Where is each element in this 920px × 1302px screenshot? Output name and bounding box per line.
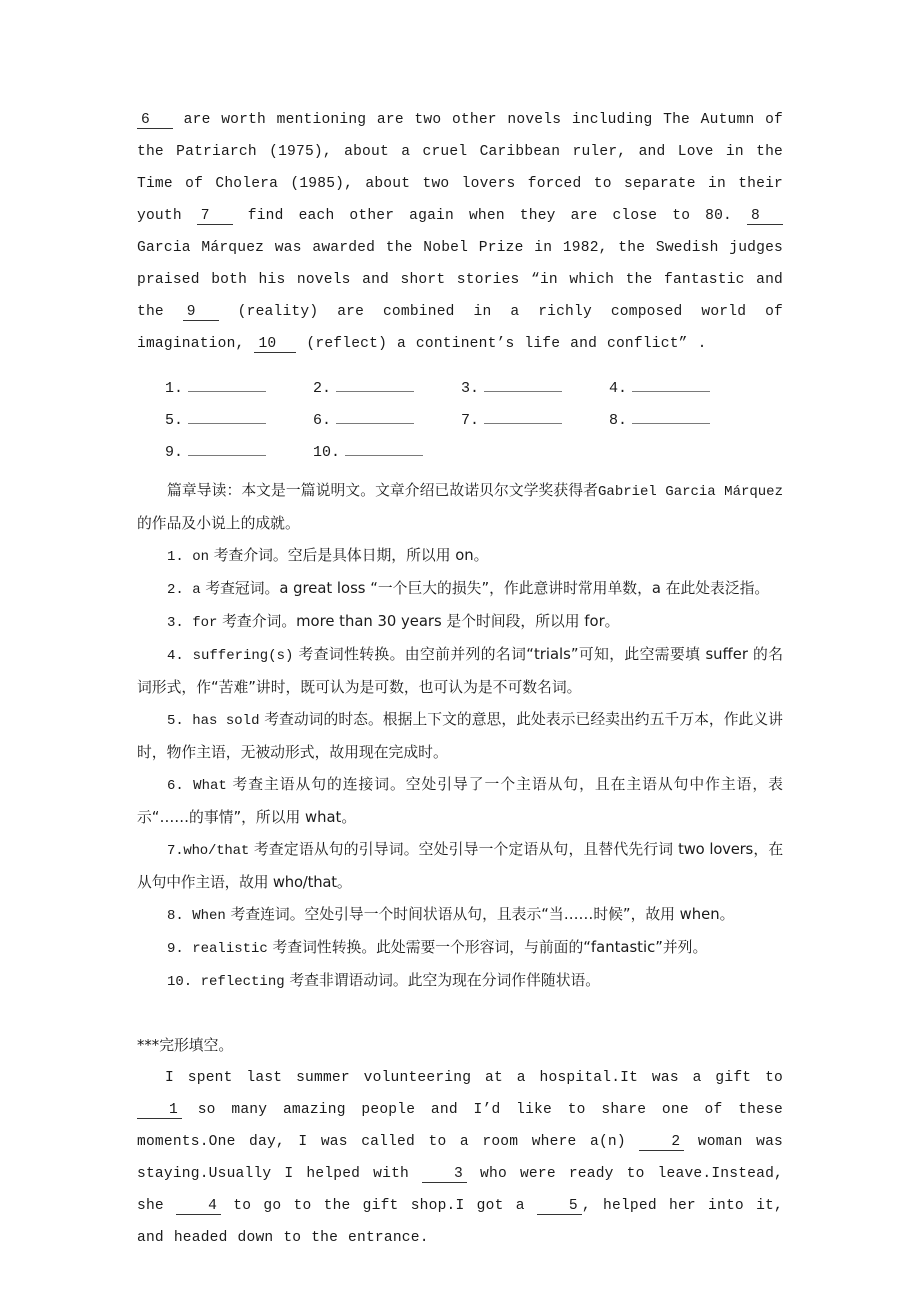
explanation-number: 1.	[167, 549, 184, 565]
answer-blank-line[interactable]	[484, 412, 562, 424]
reading-guide-label: 篇章导读：	[167, 482, 242, 499]
page-content	[137, 104, 783, 1254]
answer-blank-cell[interactable]	[313, 437, 461, 469]
explanation-answer: on	[183, 549, 210, 565]
author-name: Gabriel Garcia Márquez	[598, 484, 783, 500]
answer-blank-line[interactable]	[188, 412, 266, 424]
answer-blank-cell[interactable]	[313, 405, 461, 437]
explanation-number: 8.	[167, 908, 184, 924]
answer-blank-cell[interactable]	[165, 373, 313, 405]
explanation-answer: realistic	[183, 941, 268, 957]
passage-blank[interactable]: 7	[197, 209, 233, 225]
answer-blank-number: 9.	[165, 444, 184, 461]
cloze-passage-paragraph: I spent last summer volunteering at a hospital.It was a gift to 1 so many amazing people and I’d like to share one of these moments.One day, I was called to a room where a(n) 2 woman was staying.Usually I helped with 3 who were ready to leave.Instead, she 4 to go to the gift shop.I got a 5 , helped her into it, and headed down to the entrance.	[137, 1070, 784, 1246]
answer-blank-row	[137, 437, 783, 469]
answer-blank-line[interactable]	[632, 380, 710, 392]
explanation-text: 考查介词。空后是具体日期，所以用 on。	[209, 547, 489, 564]
explanation-number: 6.	[167, 778, 184, 794]
passage-blank[interactable]: 8	[747, 209, 783, 225]
cloze-blank[interactable]: 4	[176, 1199, 221, 1215]
explanation-text: 考查词性转换。由空前并列的名词“trials”可知，此空需要填 suffer 的名词形式，作“苦难”讲时，既可认为是可数，也可认为是不可数名词。	[137, 646, 783, 696]
explanation-item	[137, 573, 783, 606]
answer-blank-cell[interactable]	[165, 405, 313, 437]
explanation-answer: for	[183, 615, 218, 631]
explanation-block	[137, 475, 783, 998]
explanation-item	[137, 899, 783, 932]
answer-blank-number: 4.	[609, 380, 628, 397]
answer-blank-line[interactable]	[484, 380, 562, 392]
answer-blank-number: 3.	[461, 380, 480, 397]
explanation-answer: suffering(s)	[183, 648, 294, 664]
section-spacer	[137, 998, 783, 1030]
answer-blank-number: 1.	[165, 380, 184, 397]
answer-blank-line[interactable]	[632, 412, 710, 424]
answer-blank-number: 7.	[461, 412, 480, 429]
passage-continuation-paragraph: 6 are worth mentioning are two other novels including The Autumn of the Patriarch (1975), about a cruel Caribbean ruler, and Love in the Time of Cholera (1985), about two lovers forced to separate in their youth 7 find each other again when they are close to 80. 8 Garcia Márquez was awarded the Nobel Prize in 1982, the Swedish judges praised both his novels and short stories “in which the fantastic and the 9 (reality) are combined in a richly composed world of imagination, 10 (reflect) a continent’s life and conflict” .	[137, 112, 783, 352]
explanation-item	[137, 540, 783, 573]
explanation-list	[137, 540, 783, 998]
explanation-item	[137, 769, 783, 834]
answer-blank-number: 10.	[313, 444, 341, 461]
answer-blank-line[interactable]	[336, 412, 414, 424]
cloze-blank[interactable]: 5	[537, 1199, 582, 1215]
explanation-item	[137, 965, 783, 998]
explanation-item	[137, 834, 783, 899]
explanation-text: 考查连词。空处引导一个时间状语从句，且表示“当……时候”，故用 when。	[225, 906, 735, 923]
cloze-blank[interactable]: 1	[137, 1103, 182, 1119]
answer-blank-cell[interactable]	[165, 437, 313, 469]
answer-blank-cell[interactable]	[609, 405, 757, 437]
answer-blank-number: 5.	[165, 412, 184, 429]
explanation-text: 考查定语从句的引导词。空处引导一个定语从句，且替代先行词 two lovers，在从句中作主语，故用 who/that。	[137, 841, 783, 891]
answer-blank-cell[interactable]	[609, 373, 757, 405]
answer-blank-grid	[137, 373, 783, 469]
answer-blank-line[interactable]	[188, 380, 266, 392]
explanation-answer: What	[183, 778, 227, 794]
explanation-answer: a	[183, 582, 201, 598]
explanation-answer: who/that	[183, 843, 250, 859]
explanation-number: 3.	[167, 615, 184, 631]
answer-blank-row	[137, 373, 783, 405]
answer-blank-cell[interactable]	[461, 405, 609, 437]
answer-blank-number: 8.	[609, 412, 628, 429]
explanation-number: 10.	[167, 974, 193, 990]
explanation-text: 考查动词的时态。根据上下文的意思，此处表示已经卖出约五千万本，作此义讲时，物作主语，无被动形式，故用现在完成时。	[137, 711, 783, 761]
cloze-blank[interactable]: 3	[422, 1167, 467, 1183]
explanation-answer: has sold	[183, 713, 260, 729]
cloze-blank[interactable]: 2	[639, 1135, 684, 1151]
explanation-item	[137, 639, 783, 704]
answer-blank-cell[interactable]	[313, 373, 461, 405]
explanation-text: 考查非谓语动词。此空为现在分词作伴随状语。	[284, 972, 601, 989]
explanation-number: 9.	[167, 941, 184, 957]
explanation-number: 7.	[167, 843, 184, 859]
answer-blank-number: 6.	[313, 412, 332, 429]
passage-blank[interactable]: 6	[137, 113, 173, 129]
answer-blank-line[interactable]	[345, 444, 423, 456]
explanation-item	[137, 606, 783, 639]
passage-blank[interactable]: 10	[254, 337, 296, 353]
explanation-text: 考查冠词。a great loss “一个巨大的损失”，作此意讲时常用单数，a 在此处表泛指。	[200, 580, 770, 597]
explanation-text: 考查主语从句的连接词。空处引导了一个主语从句，且在主语从句中作主语，表示“……的事情”，所以用 what。	[137, 776, 783, 826]
explanation-text: 考查词性转换。此处需要一个形容词，与前面的“fantastic”并列。	[267, 939, 708, 956]
explanation-number: 2.	[167, 582, 184, 598]
explanation-text: 考查介词。more than 30 years 是个时间段，所以用 for。	[217, 613, 620, 630]
reading-guide-paragraph: 篇章导读：本文是一篇说明文。文章介绍已故诺贝尔文学奖获得者Gabriel Garcia Márquez的作品及小说上的成就。	[137, 482, 783, 532]
explanation-number: 5.	[167, 713, 184, 729]
explanation-answer: reflecting	[192, 974, 285, 990]
answer-blank-line[interactable]	[188, 444, 266, 456]
passage-blank[interactable]: 9	[183, 305, 219, 321]
explanation-number: 4.	[167, 648, 184, 664]
answer-blank-row	[137, 405, 783, 437]
explanation-answer: When	[183, 908, 226, 924]
answer-blank-number: 2.	[313, 380, 332, 397]
explanation-item	[137, 932, 783, 965]
explanation-item	[137, 704, 783, 769]
cloze-section-heading: ***完形填空。	[137, 1037, 234, 1054]
answer-blank-cell[interactable]	[461, 373, 609, 405]
answer-blank-line[interactable]	[336, 380, 414, 392]
